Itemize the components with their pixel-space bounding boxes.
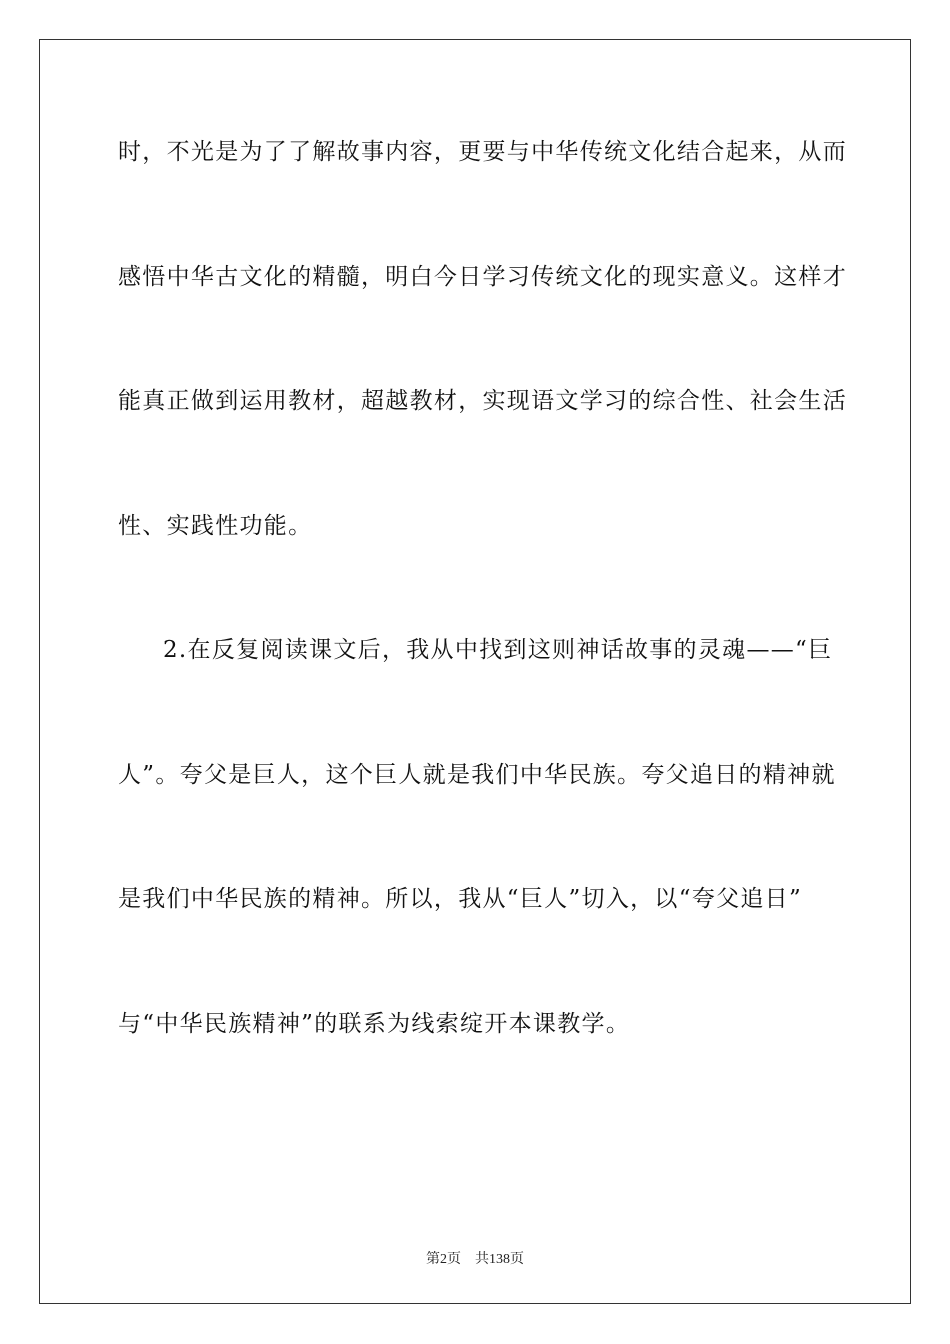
paragraph-start-line: 2.在反复阅读课文后，我从中找到这则神话故事的灵魂——“巨 [163,637,833,663]
body-text-line: 性、实践性功能。 [118,513,313,539]
body-text-line: 能真正做到运用教材，超越教材，实现语文学习的综合性、社会生活 [118,388,847,414]
body-text-line: 感悟中华古文化的精髓，明白今日学习传统文化的现实意义。这样才 [118,264,847,290]
page-number-footer: 第2页 共138页 [426,1252,524,1267]
body-text-line: 是我们中华民族的精神。所以，我从“巨人”切入，以“夸父追日” [118,886,803,912]
page-border [39,39,911,1304]
body-text-line: 人”。夸父是巨人，这个巨人就是我们中华民族。夸父追日的精神就 [118,762,836,788]
body-text-line: 与“中华民族精神”的联系为线索绽开本课教学。 [118,1011,631,1037]
body-text-line: 时，不光是为了了解故事内容，更要与中华传统文化结合起来，从而 [118,139,847,165]
